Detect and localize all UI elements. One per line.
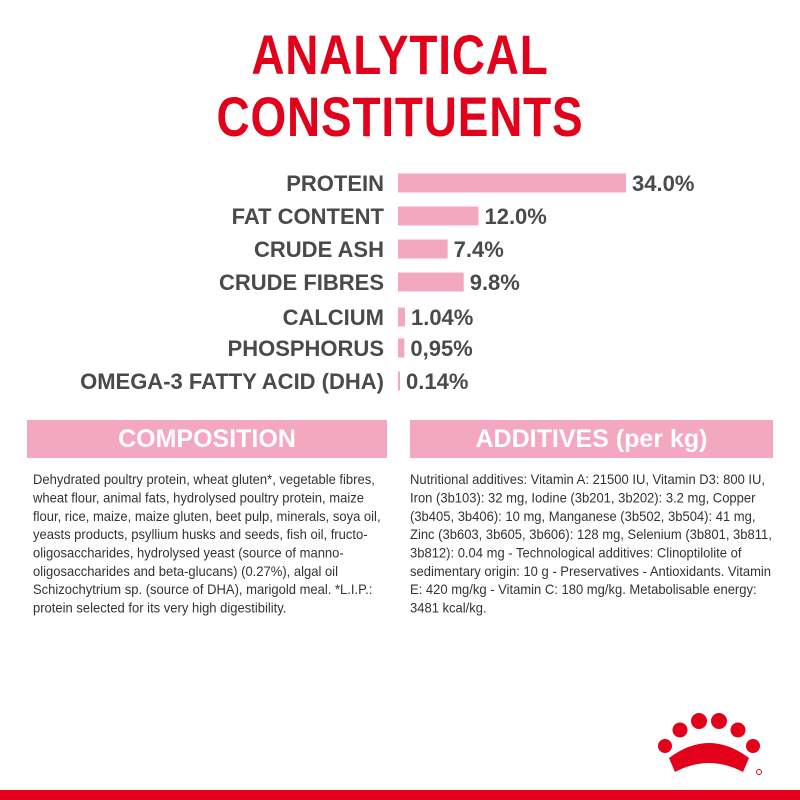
title-line-1: ANALYTICAL xyxy=(251,23,549,86)
footer-bar xyxy=(0,790,800,800)
value-label: 1.04% xyxy=(410,305,474,330)
page-title xyxy=(72,24,728,148)
category-label: PHOSPHORUS xyxy=(227,336,384,361)
bar xyxy=(398,240,448,259)
value-label: 34.0% xyxy=(632,171,695,196)
category-label: CRUDE FIBRES xyxy=(218,270,384,295)
royal-canin-crown-icon xyxy=(655,708,765,778)
additives-header: ADDITIVES (per kg) xyxy=(410,420,773,458)
value-label: 9.8% xyxy=(469,270,520,295)
bar xyxy=(398,207,478,226)
category-label: CALCIUM xyxy=(282,305,384,330)
bar xyxy=(398,372,400,391)
title-line-2: CONSTITUENTS xyxy=(216,85,584,148)
category-label: PROTEIN xyxy=(286,171,384,196)
value-label: 7.4% xyxy=(453,237,504,262)
bar xyxy=(398,339,404,358)
value-label: 0,95% xyxy=(410,336,473,361)
bar xyxy=(398,174,626,193)
composition-header: COMPOSITION xyxy=(27,420,387,458)
bar xyxy=(398,308,405,327)
category-label: OMEGA-3 FATTY ACID (DHA) xyxy=(80,369,384,394)
additives-text: Nutritional additives: Vitamin A: 21500 IU, Vitamin D3: 800 IU, Iron (3b103): 32 mg, Iodine (3b201, 3b202): 3.2 mg, Copper (3b405, 3b406): 10 mg, Manganese (3b502, 3b504): 41 mg, Zinc (3b603, 3b605, 3b606): 128 mg, Selenium (3b801, 3b811, 3b812): 0.04 mg - Technological additives: Clinoptilolite of sedimentary origin: 10 g - Preservatives - Antioxidants. Vitamin E: 420 mg/kg - Vitamin C: 180 mg/kg. Metabolisable energy: 3481 kcal/kg. xyxy=(410,471,772,616)
analytical-constituents-chart xyxy=(0,160,800,410)
value-label: 12.0% xyxy=(484,204,547,229)
composition-text: Dehydrated poultry protein, wheat gluten*, vegetable fibres, wheat flour, animal fats, hydrolysed poultry protein, maize flour, rice, maize, maize gluten, beet pulp, minerals, soya oil, yeasts products, psyllium husks and seeds, fish oil, fructo-oligosaccharides, hydrolysed yeast (source of manno-oligosaccharides and beta-glucans) (0.27%), algal oil Schizochytrium sp. (source of DHA), marigold meal. *L.I.P.: protein selected for its very high digestibility. xyxy=(33,471,381,616)
category-label: CRUDE ASH xyxy=(254,237,384,262)
value-label: 0.14% xyxy=(406,369,469,394)
bar xyxy=(398,273,464,292)
category-label: FAT CONTENT xyxy=(231,204,384,229)
